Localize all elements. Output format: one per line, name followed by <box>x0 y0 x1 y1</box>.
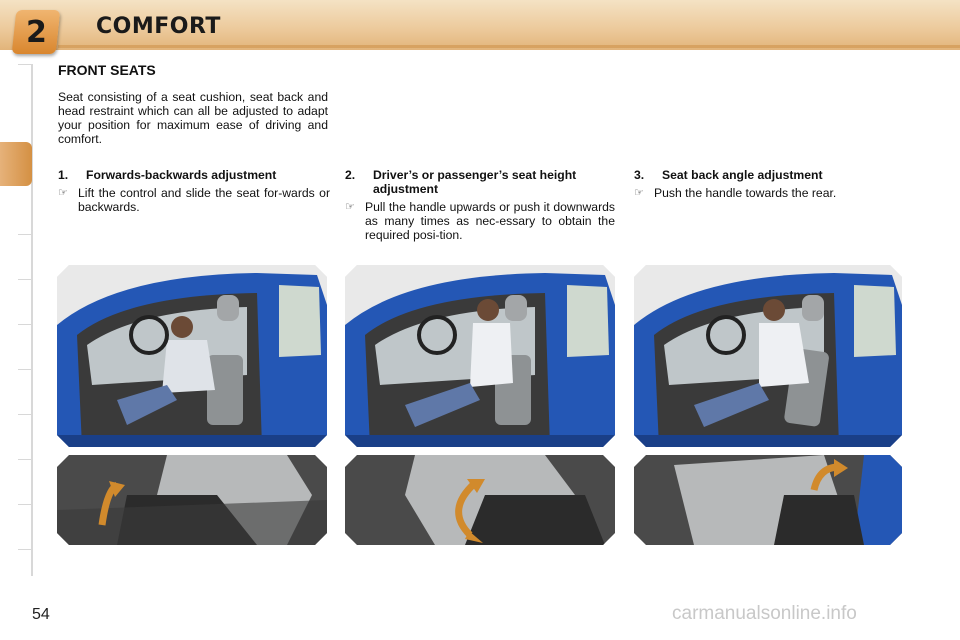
pointing-hand-icon: ☞ <box>634 187 644 199</box>
seat-height-lever-closeup <box>345 455 615 545</box>
adjustment-heading <box>634 168 902 182</box>
adjustment-instruction: Push the handle towards the rear. <box>654 186 837 200</box>
car-door-opening-illustration <box>345 265 615 447</box>
chapter-tab[interactable] <box>18 64 32 65</box>
chapter-tab-active[interactable] <box>0 142 32 186</box>
car-door-opening-illustration <box>57 265 327 447</box>
adjustment-step <box>345 200 615 242</box>
adjustment-seat-height <box>345 168 615 242</box>
seat-control-closeup-1 <box>57 455 327 545</box>
chapter-tab[interactable] <box>18 324 32 325</box>
adjustment-instruction: Lift the control and slide the seat for-wards or backwards. <box>78 186 330 214</box>
adjustment-heading <box>58 168 330 182</box>
adjustment-seat-back-angle <box>634 168 902 200</box>
adjustment-title: Driver’s or passenger’s seat height adjustment <box>373 168 577 196</box>
chapter-tab[interactable] <box>18 504 32 505</box>
car-seat-illustration-2 <box>345 265 615 447</box>
adjustment-forwards-backwards <box>58 168 330 214</box>
pointing-hand-icon: ☞ <box>345 201 355 213</box>
seat-control-closeup-3 <box>634 455 902 545</box>
adjustment-step <box>58 186 330 214</box>
seat-control-closeup-2 <box>345 455 615 545</box>
adjustment-instruction: Pull the handle upwards or push it downwards as many times as nec-essary to obtain the required posi-tion. <box>365 200 615 242</box>
chapter-title: COMFORT <box>96 14 221 39</box>
adjustment-step <box>634 186 902 200</box>
adjustment-title: Seat back angle adjustment <box>662 168 823 182</box>
adjustment-number: 3. <box>634 168 645 182</box>
seat-back-lever-closeup <box>634 455 902 545</box>
chapter-badge <box>12 10 61 54</box>
section-intro: Seat consisting of a seat cushion, seat back and head restraint which can all be adjusted to adapt your position for maximum ease of driving and comfort. <box>58 90 328 146</box>
adjustment-heading <box>345 168 615 196</box>
car-seat-illustration-3 <box>634 265 902 447</box>
seat-rail-closeup <box>57 455 327 545</box>
chapter-tab[interactable] <box>18 549 32 550</box>
car-door-opening-illustration <box>634 265 902 447</box>
chapter-tab[interactable] <box>18 279 32 280</box>
tab-strip-line <box>31 64 33 576</box>
chapter-tab-strip <box>0 64 34 576</box>
watermark: carmanualsonline.info <box>672 603 857 624</box>
chapter-tab[interactable] <box>18 414 32 415</box>
adjustment-title: Forwards-backwards adjustment <box>86 168 277 182</box>
section-title: FRONT SEATS <box>58 62 156 78</box>
pointing-hand-icon: ☞ <box>58 187 68 199</box>
adjustment-number: 2. <box>345 168 356 182</box>
chapter-number: 2 <box>25 14 47 50</box>
chapter-tab[interactable] <box>18 234 32 235</box>
header-rule <box>58 45 960 48</box>
page-number: 54 <box>32 606 50 623</box>
chapter-tab[interactable] <box>18 459 32 460</box>
adjustment-number: 1. <box>58 168 69 182</box>
car-seat-illustration-1 <box>57 265 327 447</box>
chapter-tab[interactable] <box>18 369 32 370</box>
